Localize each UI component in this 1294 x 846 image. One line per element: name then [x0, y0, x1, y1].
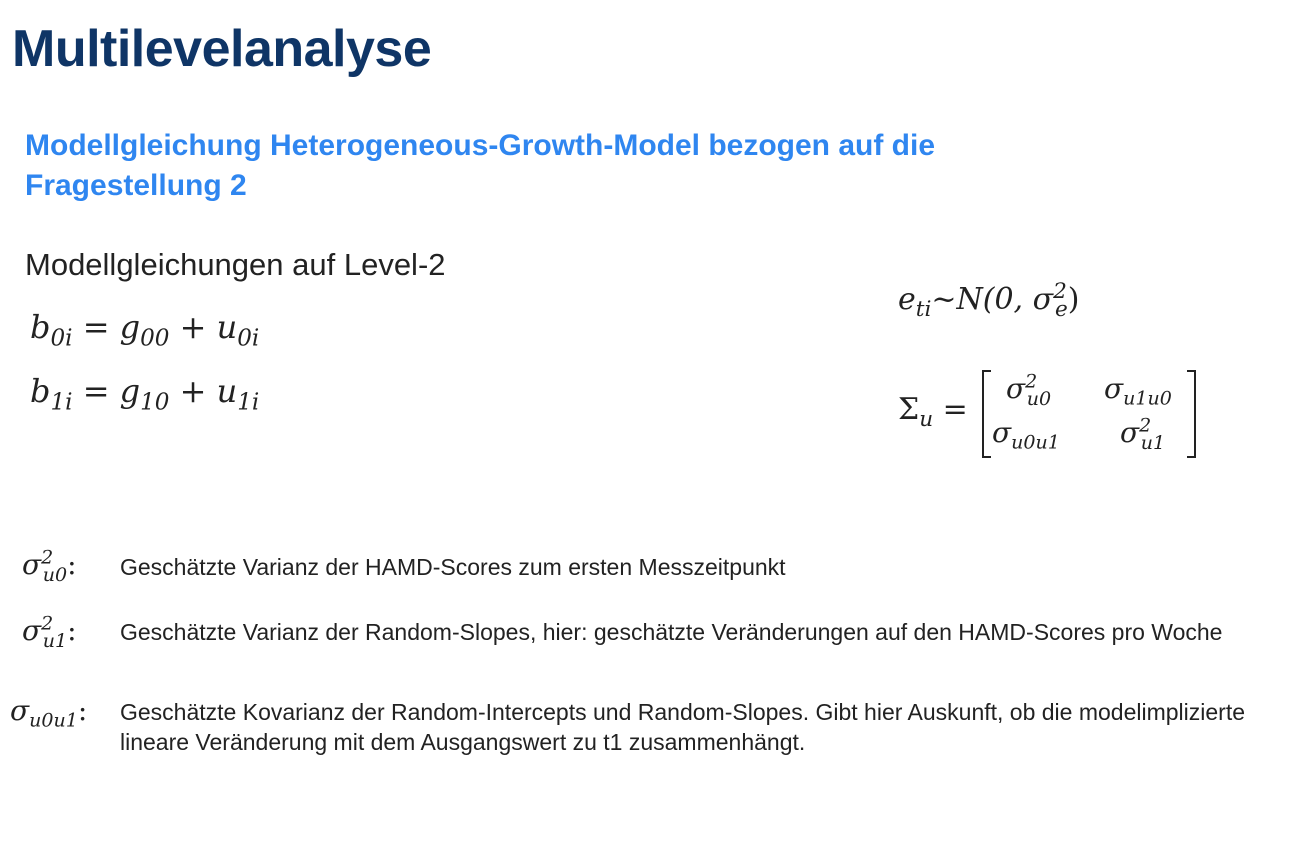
- definition-symbol-u0u1-covariance: [10, 694, 88, 732]
- eq-b0-equals: =: [72, 308, 120, 346]
- def-3-sigma: σ: [10, 694, 30, 727]
- def-2-sigma: σ: [22, 614, 42, 647]
- definition-text-u0u1-covariance: Geschätzte Kovarianz der Random-Intercepts und Random-Slopes. Gibt hier Auskunft, ob die modelimplizierte lineare Veränderung mit dem Ausgangswert zu t1 zusammenhängt.: [120, 699, 1246, 755]
- eq-res-e: e: [898, 282, 916, 317]
- eq-b0-lhs: b: [30, 308, 51, 346]
- def-2-colon: :: [67, 614, 77, 647]
- def-2-sub: u1: [42, 629, 68, 652]
- def-3-colon: :: [77, 694, 88, 727]
- matrix-cell-u0u1-covariance: [992, 416, 1060, 454]
- slide-subtitle: Modellgleichung Heterogeneous-Growth-Model bezogen auf die Fragestellung 2: [25, 129, 936, 202]
- eq-b0-lhs-sub: 0i: [50, 325, 73, 352]
- eq-b1-lhs: b: [30, 372, 51, 410]
- eq-b1-lhs-sub: 1i: [50, 389, 73, 416]
- matrix-lhs-sub: u: [919, 407, 934, 432]
- matrix-cell-u1-variance: [1120, 414, 1166, 454]
- eq-b1-g: g: [119, 372, 141, 410]
- eq-res-sig-sub: e: [1054, 297, 1068, 322]
- matrix-cell-u0-variance: [1006, 370, 1052, 410]
- page-title: Multilevelanalyse: [12, 20, 432, 78]
- eq-b1-u-sub: 1i: [237, 389, 260, 416]
- matrix-lhs-equals: =: [933, 392, 968, 427]
- equation-b0: [30, 308, 260, 352]
- matrix-left-bracket: [982, 370, 991, 458]
- eq-res-close: ): [1067, 282, 1080, 317]
- cell-11-sub: u1: [1140, 431, 1166, 454]
- cell-10-sub: u0u1: [1011, 431, 1060, 454]
- def-1-sub: u0: [42, 563, 68, 586]
- covariance-matrix: [898, 368, 1208, 460]
- definition-text-u1-variance: Geschätzte Varianz der Random-Slopes, hier: geschätzte Veränderungen auf den HAMD-Scores pro Woche: [120, 619, 1223, 645]
- eq-b1-equals: =: [72, 372, 120, 410]
- cell-00-sub: u0: [1026, 387, 1052, 410]
- definition-symbol-u0-variance: [22, 546, 77, 586]
- def-1-sup: 2: [41, 546, 54, 569]
- definition-text-u0-variance: Geschätzte Varianz der HAMD-Scores zum ersten Messzeitpunkt: [120, 554, 786, 580]
- eq-b0-u-sub: 0i: [237, 325, 260, 352]
- eq-b1-plus: +: [169, 372, 217, 410]
- matrix-right-bracket: [1187, 370, 1196, 458]
- eq-b1-g-sub: 10: [140, 389, 170, 416]
- cell-10-symbol: σ: [992, 416, 1012, 449]
- level-heading: Modellgleichungen auf Level-2: [25, 247, 446, 282]
- cell-00-symbol: σ: [1006, 372, 1026, 405]
- matrix-lhs: [898, 392, 968, 432]
- eq-b0-u: u: [216, 308, 238, 346]
- definition-symbol-u1-variance: [22, 612, 77, 652]
- eq-b0-g-sub: 00: [140, 325, 170, 352]
- eq-b1-u: u: [216, 372, 238, 410]
- equation-residual: [898, 279, 1080, 322]
- def-1-colon: :: [67, 548, 77, 581]
- eq-b0-plus: +: [169, 308, 217, 346]
- eq-res-dist: N(0, σ: [956, 282, 1054, 317]
- cell-00-sup: 2: [1025, 370, 1038, 393]
- eq-res-e-sub: ti: [915, 297, 932, 322]
- cell-11-symbol: σ: [1120, 416, 1140, 449]
- cell-11-sup: 2: [1139, 414, 1152, 437]
- eq-res-sig-sup: 2: [1053, 279, 1067, 304]
- def-3-sub: u0u1: [29, 709, 78, 732]
- eq-b0-g: g: [119, 308, 141, 346]
- equation-b1: [30, 372, 260, 416]
- cell-01-sub: u1u0: [1123, 387, 1172, 410]
- matrix-lhs-sigma: Σ: [898, 392, 920, 427]
- def-2-sup: 2: [41, 612, 54, 635]
- cell-01-symbol: σ: [1104, 372, 1124, 405]
- matrix-cell-u1u0-covariance: [1104, 372, 1172, 410]
- eq-res-tilde: ~: [931, 282, 957, 317]
- def-1-sigma: σ: [22, 548, 42, 581]
